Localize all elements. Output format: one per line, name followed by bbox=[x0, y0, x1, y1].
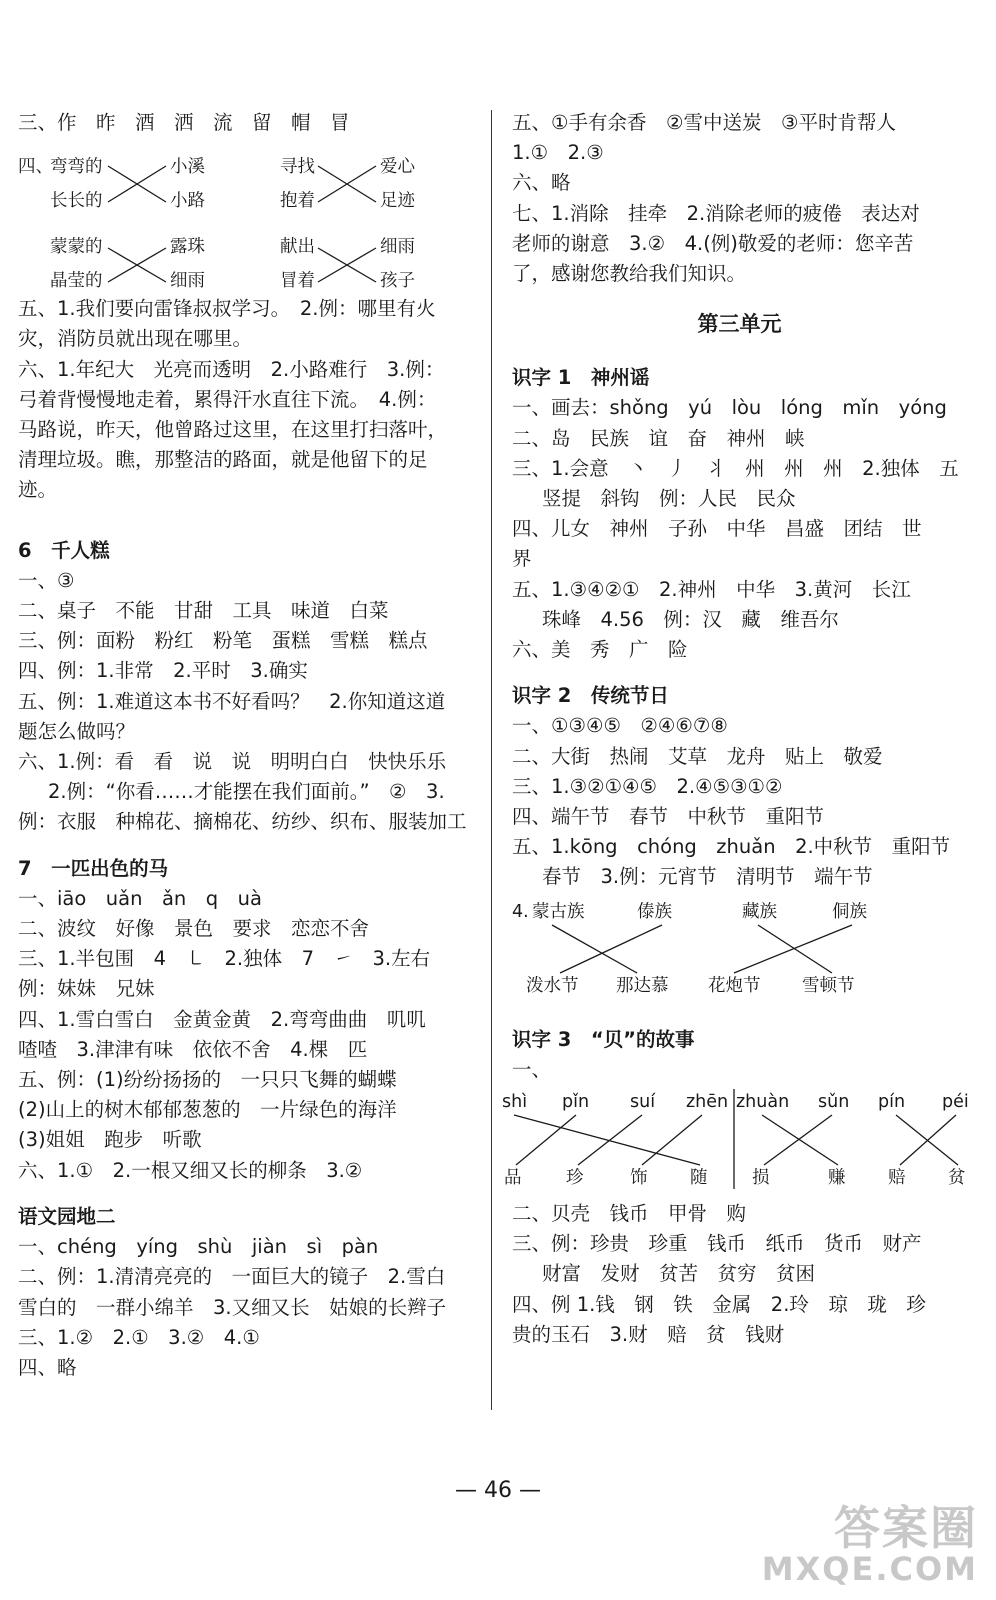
answer-line: 雪白的 一群小绵羊 3.又细又长 姑娘的长辫子 bbox=[18, 1295, 447, 1319]
answer-line: 三、1.③②①④⑤ 2.④⑤③①② bbox=[512, 774, 783, 798]
match-word: 细雨 bbox=[170, 271, 205, 292]
answer-line: 例：妹妹 兄妹 bbox=[18, 977, 155, 1001]
matching-exercise-4 bbox=[18, 138, 473, 290]
match-char: 随 bbox=[690, 1168, 708, 1189]
match-word: 抱着 bbox=[280, 191, 315, 212]
match-word: 小路 bbox=[170, 191, 205, 212]
watermark-logo-text: 答案圈 bbox=[834, 1501, 978, 1555]
answer-line: 三、1.会意 丶 丿 丬 州 州 州 2.独体 五 bbox=[512, 456, 959, 480]
section-heading: 识字 3 “贝”的故事 bbox=[512, 1027, 695, 1051]
match-prefix: 四、 bbox=[18, 157, 53, 178]
answer-line: 二、波纹 好像 景色 要求 恋恋不舍 bbox=[18, 917, 370, 941]
answer-line: 二、桌子 不能 甘甜 工具 味道 白菜 bbox=[18, 599, 389, 623]
match-char: 贫 bbox=[948, 1168, 966, 1189]
answer-line: (2)山上的树木郁郁葱葱的 一片绿色的海洋 bbox=[18, 1098, 397, 1122]
matching-exercise-pinyin bbox=[502, 1085, 972, 1195]
match-line bbox=[734, 925, 852, 973]
answer-line: 珠峰 4.56 例：汉 藏 维吾尔 bbox=[542, 607, 839, 631]
match-pinyin: péi bbox=[942, 1092, 969, 1113]
answer-line: 六、美 秀 广 险 bbox=[512, 638, 688, 662]
answer-line: 三、1.半包围 4 ㇄ 2.独体 7 ㇀ 3.左右 bbox=[18, 947, 431, 971]
match-word: 露珠 bbox=[170, 237, 205, 258]
match-char: 饰 bbox=[630, 1168, 648, 1189]
match-word: 弯弯的 bbox=[50, 157, 103, 178]
answer-line: 七、1.消除 挂牵 2.消除老师的疲倦 表达对 bbox=[512, 201, 920, 225]
answer-line: (3)姐姐 跑步 听歌 bbox=[18, 1128, 202, 1152]
match-char: 品 bbox=[504, 1168, 522, 1189]
answer-line: 三、例：面粉 粉红 粉笔 蛋糕 雪糕 糕点 bbox=[18, 629, 428, 653]
match-line bbox=[560, 925, 662, 973]
match-word: 小溪 bbox=[170, 157, 205, 178]
right-column bbox=[502, 108, 969, 1350]
page-number: — 46 — bbox=[455, 1478, 541, 1503]
answer-line: 六、略 bbox=[512, 171, 571, 195]
section-heading: 7 一匹出色的马 bbox=[18, 856, 169, 880]
answer-line: 四、端午节 春节 中秋节 重阳节 bbox=[512, 805, 825, 829]
match-word: 蒙古族 bbox=[532, 901, 585, 922]
answer-line: 二、大街 热闹 艾草 龙舟 贴上 敬爱 bbox=[512, 744, 883, 768]
answer-line: 贵的玉石 3.财 赔 贫 钱财 bbox=[512, 1322, 785, 1346]
match-word: 蒙蒙的 bbox=[50, 237, 103, 258]
answer-line: 迹。 bbox=[18, 478, 58, 502]
match-word: 晶莹的 bbox=[50, 271, 103, 292]
answer-line: 五、1.我们要向雷锋叔叔学习。 2.例：哪里有火 bbox=[18, 297, 436, 321]
answer-line: 财富 发财 贫苦 贫穷 贫困 bbox=[542, 1262, 816, 1286]
answer-line: 一、chéng yíng shù jiàn sì pàn bbox=[18, 1235, 379, 1259]
match-word: 孩子 bbox=[380, 271, 415, 292]
section-heading: 语文园地二 bbox=[18, 1204, 116, 1228]
left-column bbox=[18, 108, 473, 1383]
match-pinyin: suí bbox=[630, 1092, 656, 1113]
answer-line: 四、略 bbox=[18, 1355, 77, 1379]
match-pinyin: shì bbox=[502, 1092, 528, 1113]
answer-line: 四、例：1.非常 2.平时 3.确实 bbox=[18, 659, 308, 683]
match-char: 赚 bbox=[828, 1168, 846, 1189]
answer-line: 题怎么做吗？ bbox=[18, 719, 136, 743]
answer-line: 一、画去：shǒng yú lòu lóng mǐn yóng bbox=[512, 396, 947, 420]
answer-line: 灾，消防员就出现在哪里。 bbox=[18, 327, 253, 351]
answer-line: 三、作 昨 酒 洒 流 留 帽 冒 bbox=[18, 111, 350, 134]
match-word: 细雨 bbox=[380, 237, 415, 258]
answer-line: 弓着背慢慢地走着，累得汗水直往下流。 4.例： bbox=[18, 387, 437, 411]
answer-line: 界 bbox=[512, 547, 532, 571]
match-line bbox=[578, 1115, 642, 1165]
column-divider bbox=[491, 110, 492, 1410]
match-word: 足迹 bbox=[380, 191, 415, 212]
answer-line: 马路说，昨天，他曾路过这里，在这里打扫落叶， bbox=[18, 418, 448, 442]
match-char: 损 bbox=[752, 1168, 770, 1189]
match-word: 藏族 bbox=[742, 901, 777, 922]
answer-line: 五、例：(1)纷纷扬扬的 一只只飞舞的蝴蝶 bbox=[18, 1068, 397, 1092]
match-char: 珍 bbox=[566, 1168, 584, 1189]
answer-line: 一、 bbox=[512, 1057, 552, 1081]
answer-line: 清理垃圾。瞧，那整洁的路面，就是他留下的足 bbox=[18, 448, 428, 472]
match-word: 泼水节 bbox=[526, 975, 579, 996]
match-pinyin: zhēn bbox=[686, 1092, 729, 1113]
match-word: 长长的 bbox=[50, 191, 103, 212]
match-word: 雪顿节 bbox=[802, 975, 855, 996]
match-line bbox=[758, 925, 832, 973]
match-prefix: 4. bbox=[512, 901, 529, 922]
match-pinyin: pín bbox=[878, 1092, 906, 1113]
match-word: 那达慕 bbox=[616, 975, 669, 996]
answer-line: 六、1.① 2.一根又细又长的柳条 3.② bbox=[18, 1158, 363, 1182]
answer-line: 一、①③④⑤ ②④⑥⑦⑧ bbox=[512, 714, 728, 738]
answer-line: 竖提 斜钩 例：人民 民众 bbox=[542, 487, 796, 511]
answer-line: 五、1.③④②① 2.神州 中华 3.黄河 长江 bbox=[512, 577, 911, 601]
answer-line: 1.① 2.③ bbox=[512, 141, 604, 165]
answer-line: 一、iāo uǎn ǎn q uà bbox=[18, 886, 262, 910]
match-line bbox=[896, 1115, 958, 1165]
match-pinyin: zhuàn bbox=[736, 1092, 790, 1113]
answer-line: 四、1.雪白雪白 金黄金黄 2.弯弯曲曲 叽叽 bbox=[18, 1007, 426, 1031]
match-word: 花炮节 bbox=[708, 975, 761, 996]
answer-line: 例：衣服 种棉花、摘棉花、纺纱、织布、服装加工 bbox=[18, 810, 467, 834]
match-word: 爱心 bbox=[380, 157, 415, 178]
watermark bbox=[761, 1501, 978, 1588]
answer-line: 五、①手有余香 ②雪中送炭 ③平时肯帮人 bbox=[512, 111, 896, 134]
answer-line: 老师的谢意 3.② 4.(例)敬爱的老师：您辛苦 bbox=[512, 231, 914, 255]
answer-line: 三、1.② 2.① 3.② 4.① bbox=[18, 1325, 260, 1349]
match-line bbox=[900, 1115, 956, 1165]
section-heading: 识字 2 传统节日 bbox=[512, 684, 669, 708]
match-word: 侗族 bbox=[832, 901, 867, 922]
match-line bbox=[552, 925, 637, 973]
answer-line: 二、例：1.清清亮亮的 一面巨大的镜子 2.雪白 bbox=[18, 1265, 446, 1289]
matching-exercise-festivals bbox=[512, 893, 967, 1005]
answer-line: 了，感谢您教给我们知识。 bbox=[512, 262, 747, 286]
match-word: 献出 bbox=[280, 237, 315, 258]
answer-line: 喳喳 3.津津有味 依依不舍 4.棵 匹 bbox=[18, 1037, 368, 1061]
match-pinyin: sǔn bbox=[818, 1092, 850, 1113]
answer-line: 四、例 1.钱 钢 铁 金属 2.玲 琼 珑 珍 bbox=[512, 1292, 926, 1316]
answer-line: 五、1.kōng chóng zhuǎn 2.中秋节 重阳节 bbox=[512, 835, 951, 859]
answer-line: 六、1.例：看 看 说 说 明明白白 快快乐乐 bbox=[18, 750, 447, 774]
match-pinyin: pǐn bbox=[562, 1092, 590, 1113]
answer-line: 四、儿女 神州 子孙 中华 昌盛 团结 世 bbox=[512, 517, 922, 541]
section-heading: 6 千人糕 bbox=[18, 538, 110, 562]
match-word: 冒着 bbox=[280, 271, 315, 292]
answer-line: 六、1.年纪大 光亮而透明 2.小路难行 3.例： bbox=[18, 357, 445, 381]
answer-line: 春节 3.例：元宵节 清明节 端午节 bbox=[542, 865, 873, 889]
answer-line: 2.例：“你看……才能摆在我们面前。” ② 3. bbox=[48, 780, 445, 804]
answer-line: 一、③ bbox=[18, 568, 75, 592]
answer-line: 二、岛 民族 谊 奋 神州 峡 bbox=[512, 426, 805, 450]
answer-line: 二、贝壳 钱币 甲骨 购 bbox=[512, 1202, 747, 1226]
match-word: 寻找 bbox=[280, 157, 315, 178]
watermark-url: MXQE.COM bbox=[761, 1550, 978, 1588]
section-heading: 识字 1 神州谣 bbox=[512, 366, 650, 390]
answer-line: 三、例：珍贵 珍重 钱币 纸币 货币 财产 bbox=[512, 1232, 922, 1256]
match-char: 赔 bbox=[888, 1168, 906, 1189]
unit-title: 第三单元 bbox=[697, 312, 782, 337]
answer-line: 五、例：1.难道这本书不好看吗？ 2.你知道这道 bbox=[18, 689, 446, 713]
match-line bbox=[516, 1115, 576, 1165]
match-word: 傣族 bbox=[637, 901, 672, 922]
